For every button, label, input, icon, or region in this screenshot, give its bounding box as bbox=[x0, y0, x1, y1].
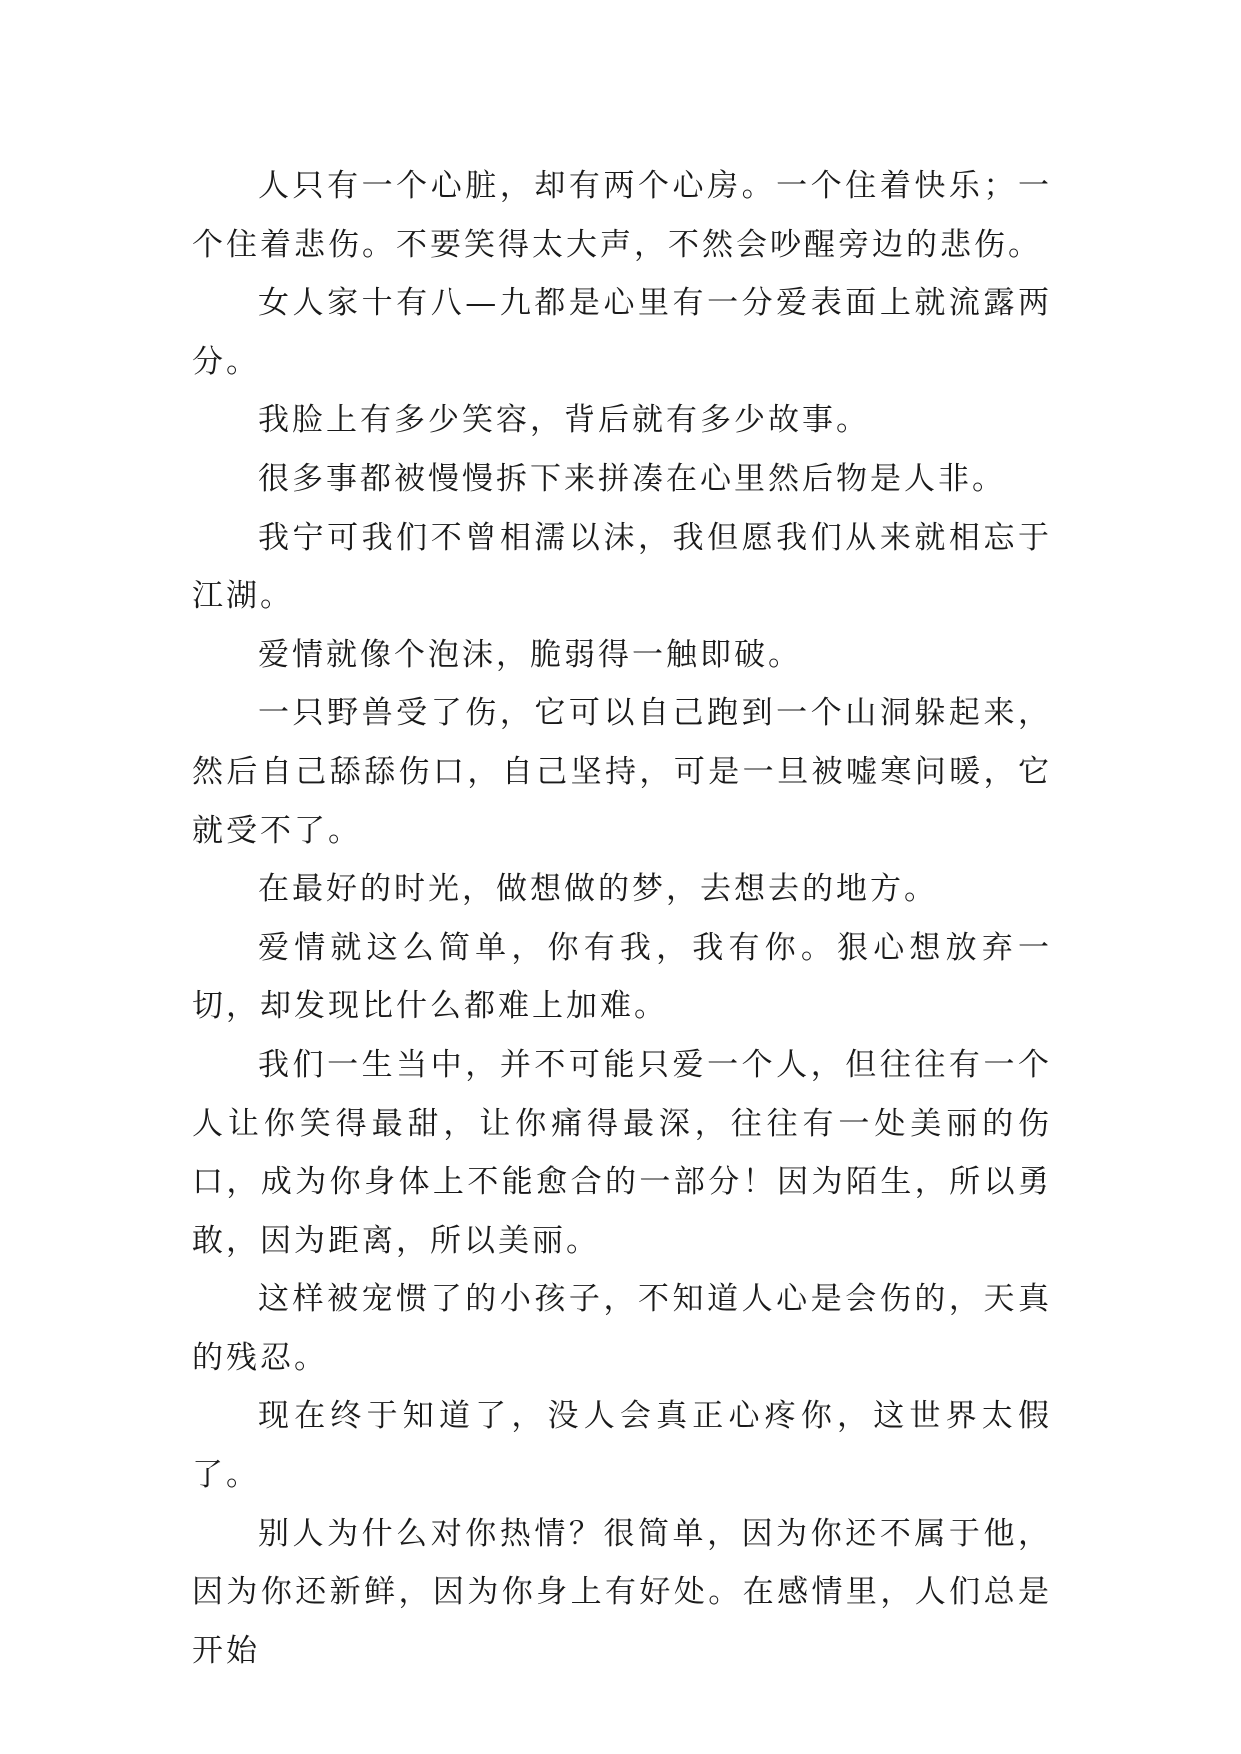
paragraph: 很多事都被慢慢拆下来拼凑在心里然后物是人非。 bbox=[258, 460, 1006, 497]
paragraph: 女人家十有八—九都是心里有一分爱表面上就流露两分。 bbox=[192, 285, 1052, 380]
paragraph: 我们一生当中，并不可能只爱一个人，但往往有一个人让你笑得最甜，让你痛得最深，往往有一处美丽的伤口，成为你身体上不能愈合的一部分！因为陌生，所以勇敢，因为距离，所以美丽。 bbox=[192, 1046, 1052, 1259]
paragraph: 这样被宠惯了的小孩子，不知道人心是会伤的，天真的残忍。 bbox=[192, 1281, 1052, 1376]
paragraph: 爱情就像个泡沫，脆弱得一触即破。 bbox=[258, 636, 802, 673]
paragraph: 我脸上有多少笑容，背后就有多少故事。 bbox=[258, 402, 870, 439]
paragraph: 一只野兽受了伤，它可以自己跑到一个山洞躲起来，然后自己舔舔伤口，自己坚持，可是一旦被嘘寒问暖，它就受不了。 bbox=[192, 695, 1052, 849]
paragraph: 在最好的时光，做想做的梦，去想去的地方。 bbox=[258, 871, 938, 908]
paragraph: 现在终于知道了，没人会真正心疼你，这世界太假了。 bbox=[192, 1398, 1052, 1494]
paragraph: 人只有一个心脏，却有两个心房。一个住着快乐；一个住着悲伤。不要笑得太大声，不然会吵醒旁边的悲伤。 bbox=[192, 168, 1052, 263]
paragraph: 我宁可我们不曾相濡以沫，我但愿我们从来就相忘于江湖。 bbox=[192, 519, 1052, 615]
paragraph: 别人为什么对你热情？很简单，因为你还不属于他，因为你还新鲜，因为你身上有好处。在感情里，人们总是开始 bbox=[192, 1515, 1052, 1669]
paragraph: 爱情就这么简单，你有我，我有你。狠心想放弃一切，却发现比什么都难上加难。 bbox=[192, 929, 1052, 1025]
document-body bbox=[192, 157, 1052, 1680]
